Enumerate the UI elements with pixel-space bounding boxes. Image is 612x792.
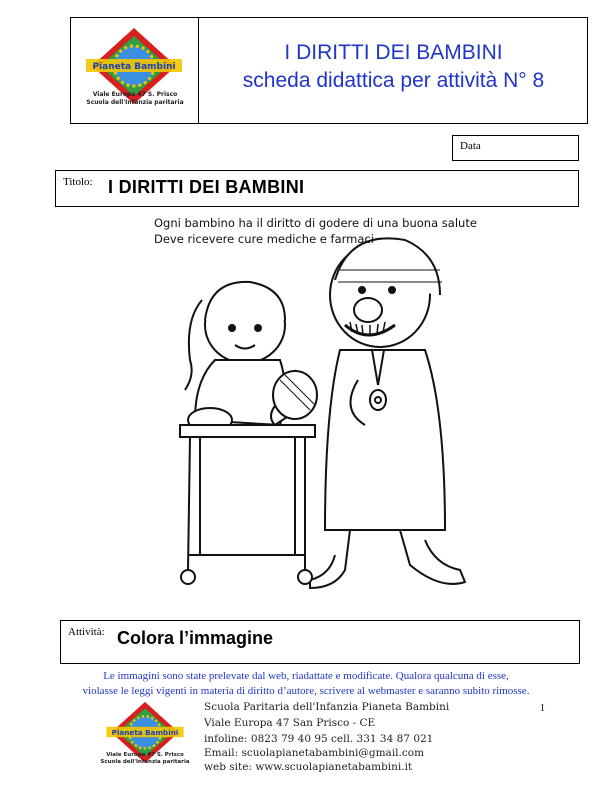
footer-email[interactable]: Email: scuolapianetabambini@gmail.com	[204, 747, 425, 759]
logo-text: Pianeta Bambini	[92, 62, 176, 72]
footer-address: Viale Europa 47 San Prisco - CE	[204, 717, 376, 729]
date-label: Data	[460, 140, 481, 152]
page-subtitle: scheda didattica per attività N° 8	[242, 69, 545, 92]
footer-website[interactable]: web site: www.scuolapianetabambini.it	[204, 761, 413, 773]
logo-motto: Viale Europa 47 S. Prisco	[92, 91, 178, 98]
title-value: I DIRITTI DEI BAMBINI	[108, 177, 305, 197]
disclaimer-text: Le immagini sono state prelevate dal web, riadattate e modificate. Qualora qualcuna di esse,	[103, 670, 509, 682]
footer-school-name: Scuola Paritaria dell'Infanzia Pianeta Bambini	[204, 701, 450, 713]
illustration-caption: Ogni bambino ha il diritto di godere di una buona salute	[154, 216, 477, 230]
page-number: 1	[540, 703, 545, 714]
activity-label: Attività:	[68, 626, 105, 638]
logo-motto: Viale Europa 47 S. Prisco	[106, 752, 184, 758]
illustration-caption: Deve ricevere cure mediche e farmaci	[154, 232, 374, 246]
logo-text: Pianeta Bambini	[111, 727, 179, 737]
logo-motto: Scuola dell'Infanzia paritaria	[86, 99, 184, 106]
disclaimer-text: violasse le leggi vigenti in materia di diritto d’autore, scrivere al webmaster e saranno subito rimosse.	[82, 685, 530, 697]
title-label: Titolo:	[63, 176, 93, 188]
logo-motto: Scuola dell'Infanzia paritaria	[100, 759, 190, 765]
page-title: I DIRITTI DEI BAMBINI	[284, 41, 503, 64]
coloring-illustration	[140, 210, 470, 610]
footer-phone: infoline: 0823 79 40 95 cell. 331 34 87 021	[204, 733, 434, 745]
activity-value: Colora l’immagine	[117, 628, 274, 648]
